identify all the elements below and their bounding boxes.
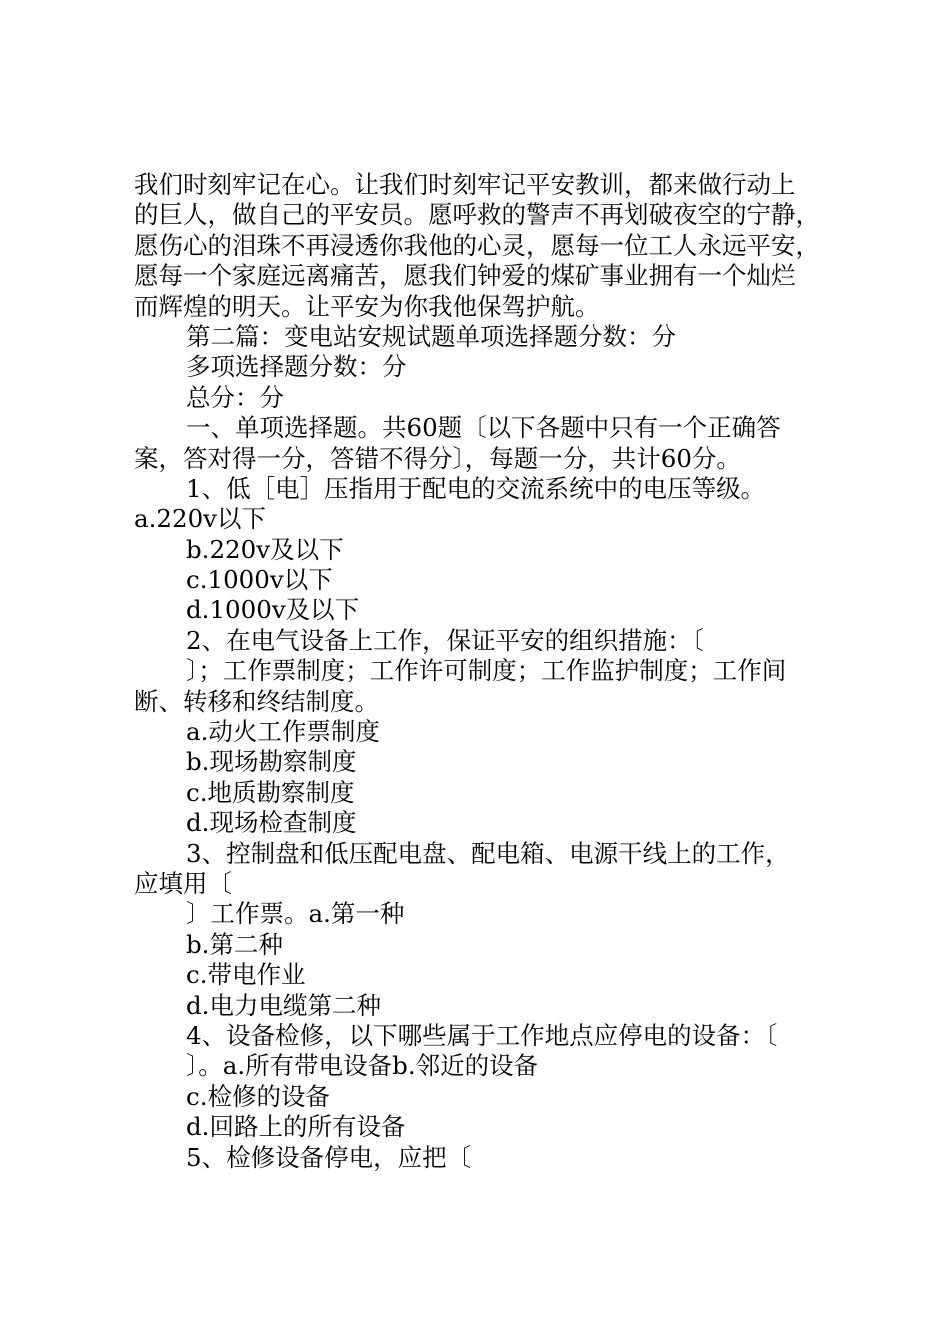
text-line: 我们时刻牢记在心。让我们时刻牢记平安教训，都来做行动上 [134,170,796,199]
text-line: b.现场勘察制度 [186,747,357,777]
text-line: 的巨人，做自己的平安员。愿呼救的警声不再划破夜空的宁静， [134,200,820,230]
text-line: 断、转移和终结制度。 [134,686,379,716]
document-body [134,170,834,1173]
text-line: 总分：分 [186,382,284,412]
text-line: 案，答对得一分，答错不得分〕，每题一分，共计60分。 [134,443,741,473]
text-line: 愿伤心的泪珠不再浸透你我他的心灵，愿每一位工人永远平安， [134,230,820,260]
text-line: d.电力电缆第二种 [186,990,381,1020]
text-line: b.第二种 [186,929,283,959]
text-line: 〕工作票。a.第一种 [186,899,405,929]
text-line: 〕。a.所有带电设备b.邻近的设备 [186,1051,539,1081]
text-line: 〕；工作票制度；工作许可制度；工作监护制度；工作间 [186,656,787,686]
text-line: c.检修的设备 [186,1081,331,1111]
text-line: b.220v及以下 [186,534,344,564]
text-line: 1、低［电］压指用于配电的交流系统中的电压等级。 [186,473,766,503]
text-line: 愿每一个家庭远离痛苦，愿我们钟爱的煤矿事业拥有一个灿烂 [134,261,796,291]
text-line: c.带电作业 [186,960,306,990]
text-line: d.1000v及以下 [186,595,360,625]
text-line: a.220v以下 [134,504,266,534]
text-line: a.动火工作票制度 [186,717,380,747]
text-line: c.地质勘察制度 [186,777,355,807]
text-line: 多项选择题分数：分 [186,352,407,382]
text-line: 3、控制盘和低压配电盘、配电箱、电源干线上的工作， [186,838,790,868]
text-line: 第二篇：变电站安规试题单项选择题分数：分 [186,321,676,351]
text-line: 而辉煌的明天。让平安为你我他保驾护航。 [134,291,600,321]
text-line: 一、单项选择题。共60题〔以下各题中只有一个正确答 [186,413,781,443]
text-line: c.1000v以下 [186,565,333,595]
text-line: 2、在电气设备上工作，保证平安的组织措施：〔 [186,625,704,655]
text-line: 4、设备检修，以下哪些属于工作地点应停电的设备：〔 [186,1020,778,1050]
text-line: d.现场检查制度 [186,808,357,838]
text-line: 5、检修设备停电，应把〔 [186,1142,472,1172]
text-line: d.回路上的所有设备 [186,1112,406,1142]
text-line: 应填用〔 [134,868,232,898]
